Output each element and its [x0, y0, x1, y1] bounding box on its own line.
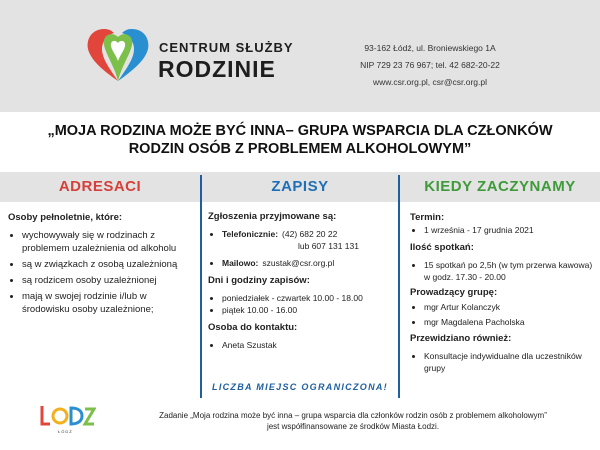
- footer-funding-note: [118, 410, 588, 432]
- mail-item: [222, 257, 394, 269]
- web-email-text: www.csr.org.pl, csr@csr.org.pl: [373, 77, 487, 87]
- logo-line1: CENTRUM SŁUŻBY: [159, 40, 294, 55]
- kiedy-also-title: Przewidziano również:: [410, 333, 512, 344]
- list-item: • piątek 10.00 - 16.00: [222, 304, 394, 316]
- column-divider-1: [200, 175, 202, 398]
- svg-text:ŁÓDŹ: ŁÓDŹ: [58, 429, 73, 434]
- header-band: [0, 0, 600, 112]
- zapisy-section2-title: Dni i godziny zapisów:: [208, 275, 310, 286]
- zapisy-hours-list: [208, 292, 394, 316]
- list-item: • mgr Magdalena Pacholska: [424, 316, 594, 328]
- column-divider-2: [398, 175, 400, 398]
- contact-block: [320, 40, 540, 91]
- phone-2: lub 607 131 131: [298, 241, 359, 251]
- phone-label: • Telefonicznie:: [222, 229, 279, 239]
- logo-line2: RODZINIE: [158, 56, 276, 82]
- adresaci-intro: Osoby pełnoletnie, które:: [8, 212, 123, 223]
- list-item: • wychowywały się w rodzinach z problemem uzależnienia od alkoholu: [22, 229, 194, 255]
- kiedy-lead-title: Prowadzący grupę:: [410, 287, 498, 298]
- list-item: • mają w swojej rodzinie i/lub w środowisku osoby uzależnione;: [22, 290, 194, 316]
- column-kiedy: [410, 212, 594, 377]
- nip-tel-text: NIP 729 23 76 967; tel. 42 682-20-22: [360, 60, 500, 70]
- footer-line1: Zadanie „Moja rodzina może być inna – grupa wsparcia dla członków rodzin osób z problemem alkoholowym”: [159, 411, 547, 420]
- kiedy-term-list: [410, 224, 594, 236]
- column-headings-band: [0, 172, 600, 202]
- title-line1: „MOJA RODZINA MOŻE BYĆ INNA– GRUPA WSPARCIA DLA CZŁONKÓW: [47, 123, 553, 139]
- heading-kiedy: KIEDY ZACZYNAMY: [424, 178, 576, 195]
- zapisy-section1-title: Zgłoszenia przyjmowane są:: [208, 211, 337, 222]
- list-item: • Konsultacje indywidualne dla uczestników grupy: [424, 350, 594, 374]
- list-item: • poniedziałek - czwartek 10.00 - 18.00: [222, 292, 394, 304]
- column-adresaci: [8, 212, 194, 319]
- lodz-logo: [38, 398, 96, 436]
- heading-adresaci: ADRESACI: [58, 178, 142, 195]
- list-item: • są rodzicem osoby uzależnionej: [22, 274, 194, 287]
- kiedy-term-title: Termin:: [410, 212, 445, 223]
- zapisy-person-list: [208, 339, 394, 351]
- zapisy-section3-title: Osoba do kontaktu:: [208, 322, 298, 333]
- title-line2: RODZIN OSÓB Z PROBLEMEM ALKOHOLOWYM”: [128, 141, 472, 157]
- address-text: 93-162 Łódź, ul. Broniewskiego 1A: [364, 43, 496, 53]
- page-title: [0, 122, 600, 158]
- adresaci-list: [8, 229, 194, 316]
- column-zapisy: [208, 211, 394, 354]
- kiedy-count-title: Ilość spotkań:: [410, 242, 474, 253]
- mail-label: • Mailowo:: [222, 258, 259, 268]
- heading-zapisy: ZAPISY: [271, 178, 329, 195]
- phone-item: [222, 228, 394, 252]
- list-item: • Aneta Szustak: [222, 339, 394, 351]
- zapisy-contact-list: [208, 228, 394, 269]
- heart-logo-icon: [84, 23, 152, 87]
- kiedy-also-list: [410, 350, 594, 374]
- list-item: • 1 września - 17 grudnia 2021: [424, 224, 594, 236]
- kiedy-count-list: [410, 259, 594, 283]
- kiedy-lead-list: [410, 301, 594, 328]
- list-item: • mgr Artur Kolanczyk: [424, 301, 594, 313]
- list-item: • są w związkach z osobą uzależnioną: [22, 258, 194, 271]
- mail-link[interactable]: szustak@csr.org.pl: [262, 258, 335, 268]
- footer-line2: jest współfinansowane ze środków Miasta Łodzi.: [266, 422, 440, 431]
- list-item: • 15 spotkań po 2,5h (w tym przerwa kawowa) w godz. 17.30 - 20.00: [424, 259, 594, 283]
- capacity-notice: LICZBA MIEJSC OGRANICZONA!: [212, 382, 388, 392]
- phone-1: (42) 682 20 22: [282, 229, 338, 239]
